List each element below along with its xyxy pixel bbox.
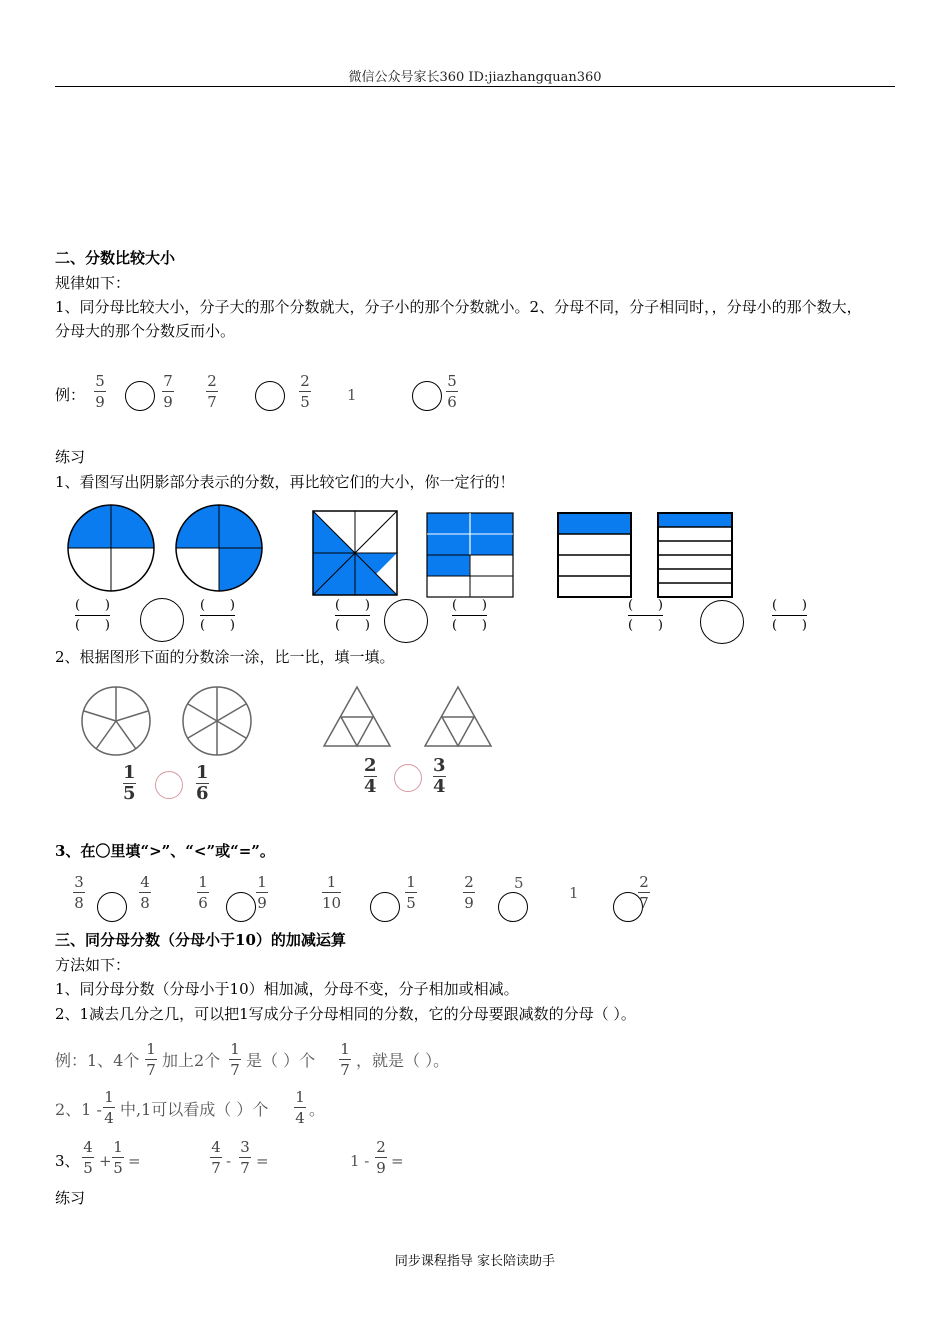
rule-label: 规律如下： xyxy=(55,274,131,292)
one-minus: 1 - xyxy=(350,1152,370,1170)
grid-figure-8-parts xyxy=(427,513,513,597)
example-fraction-2: 7 9 xyxy=(163,372,173,411)
question-2: 2、根据图形下面的分数涂一涂，比一比，填一填。 xyxy=(55,648,395,666)
equals-sign: = xyxy=(256,1152,269,1170)
compare-circle[interactable] xyxy=(498,892,528,922)
q3-number: 5 xyxy=(514,874,524,892)
example-3-label: 3、 xyxy=(55,1152,80,1170)
q2-fraction-3: 2 4 xyxy=(364,755,377,797)
q2-fraction-2: 1 6 xyxy=(196,762,209,804)
answer-fraction-blank[interactable]: ( ) ( ) xyxy=(452,598,487,633)
example-2-part-a: 2、1 - xyxy=(55,1100,102,1119)
q2-fraction-1: 1 5 xyxy=(123,762,136,804)
page-header: 微信公众号家长360 ID:jiazhangquan360 xyxy=(348,70,602,85)
circle-5-parts xyxy=(82,687,150,755)
example-fraction-1: 5 9 xyxy=(95,372,105,411)
ex3-fraction: 4 5 xyxy=(83,1138,93,1177)
plus-sign: + xyxy=(99,1152,112,1170)
answer-fraction-blank[interactable]: ( ) ( ) xyxy=(772,598,807,633)
method-1: 1、同分母分数（分母小于10）相加减，分母不变，分子相加或相减。 xyxy=(55,980,519,998)
circle-6-parts xyxy=(183,687,251,755)
compare-circle[interactable] xyxy=(394,764,422,792)
equals-sign: = xyxy=(391,1152,404,1170)
bar-figure-4-rows xyxy=(558,513,631,597)
fraction-one-fourth: 1 4 xyxy=(104,1088,114,1127)
answer-fraction-blank[interactable]: ( ) ( ) xyxy=(75,598,110,633)
answer-fraction-blank[interactable]: ( ) ( ) xyxy=(200,598,235,633)
triangle-4-parts xyxy=(324,687,390,746)
question-1: 1、看图写出阴影部分表示的分数，再比较它们的大小，你一定行的！ xyxy=(55,473,515,491)
q3-fraction: 1 10 xyxy=(322,873,342,912)
method-label: 方法如下： xyxy=(55,956,131,974)
compare-circle[interactable] xyxy=(700,600,744,644)
compare-circle[interactable] xyxy=(412,381,442,411)
circle-figure-1 xyxy=(68,505,154,591)
question-3: 3、在〇里填“>”、“<”或“=”。 xyxy=(55,842,275,860)
equals-sign: = xyxy=(128,1152,141,1170)
q3-fraction: 1 6 xyxy=(198,873,208,912)
q3-fraction: 4 8 xyxy=(140,873,150,912)
bar-figure-6-rows xyxy=(658,513,732,597)
triangle-4-parts xyxy=(425,687,491,746)
rule-line-2: 分母大的那个分数反而小。 xyxy=(55,322,236,340)
square-figure-8-parts xyxy=(313,511,397,595)
example-fraction-5: 5 6 xyxy=(447,372,457,411)
compare-circle[interactable] xyxy=(226,892,256,922)
fraction-one-fourth: 1 4 xyxy=(295,1088,305,1127)
q2-fraction-4: 3 4 xyxy=(433,755,446,797)
example-label: 例： xyxy=(55,386,86,404)
rule-line-1: 1、同分母比较大小，分子大的那个分数就大，分子小的那个分数就小。2、分母不同，分子相同时，，分母小的那个数大， xyxy=(55,298,862,316)
practice-label-2: 练习 xyxy=(55,1189,86,1207)
circle-figure-2 xyxy=(176,505,262,591)
q3-one: 1 xyxy=(569,884,579,902)
compare-circle[interactable] xyxy=(255,381,285,411)
page-footer: 同步课程指导 家长陪读助手 xyxy=(394,1254,556,1269)
compare-circle[interactable] xyxy=(370,892,400,922)
example-1-part-d: ，就是（ ）。 xyxy=(356,1051,450,1070)
q2-figures xyxy=(0,680,950,760)
q3-fraction: 2 9 xyxy=(464,873,474,912)
q3-fraction: 2 7 xyxy=(639,873,649,912)
ex3-fraction: 4 7 xyxy=(211,1138,221,1177)
ex3-fraction: 1 5 xyxy=(113,1138,123,1177)
example-fraction-4: 2 5 xyxy=(300,372,310,411)
practice-label: 练习 xyxy=(55,448,86,466)
ex3-fraction: 3 7 xyxy=(240,1138,250,1177)
compare-circle[interactable] xyxy=(155,771,183,799)
compare-circle[interactable] xyxy=(384,599,428,643)
method-2: 2、1减去几分之几，可以把1写成分子分母相同的分数，它的分母要跟减数的分母（ ）。 xyxy=(55,1005,636,1023)
example-1-part-c: 是（ ）个 xyxy=(246,1051,316,1070)
section-3-title: 三、同分母分数（分母小于10）的加减运算 xyxy=(55,931,346,949)
answer-fraction-blank[interactable]: ( ) ( ) xyxy=(628,598,663,633)
example-1-part-a: 例：1、4个 xyxy=(55,1051,140,1070)
section-2-title: 二、分数比较大小 xyxy=(55,249,176,267)
q3-fraction: 1 5 xyxy=(406,873,416,912)
example-1-part-b: 加上2个 xyxy=(162,1051,221,1070)
fraction-one-seventh: 1 7 xyxy=(340,1040,350,1079)
compare-circle[interactable] xyxy=(140,598,184,642)
q3-fraction: 1 9 xyxy=(257,873,267,912)
example-2-part-b: 中,1可以看成（ ）个 xyxy=(120,1100,269,1119)
header-rule xyxy=(55,86,895,87)
example-fraction-3: 2 7 xyxy=(207,372,217,411)
ex3-fraction: 2 9 xyxy=(376,1138,386,1177)
q3-fraction: 3 8 xyxy=(74,873,84,912)
compare-circle[interactable] xyxy=(125,381,155,411)
answer-fraction-blank[interactable]: ( ) ( ) xyxy=(335,598,370,633)
example-2-part-c: 。 xyxy=(309,1100,326,1119)
example-one: 1 xyxy=(347,386,357,404)
compare-circle[interactable] xyxy=(97,892,127,922)
fraction-one-seventh: 1 7 xyxy=(146,1040,156,1079)
fraction-one-seventh: 1 7 xyxy=(230,1040,240,1079)
minus-sign: - xyxy=(226,1152,232,1170)
